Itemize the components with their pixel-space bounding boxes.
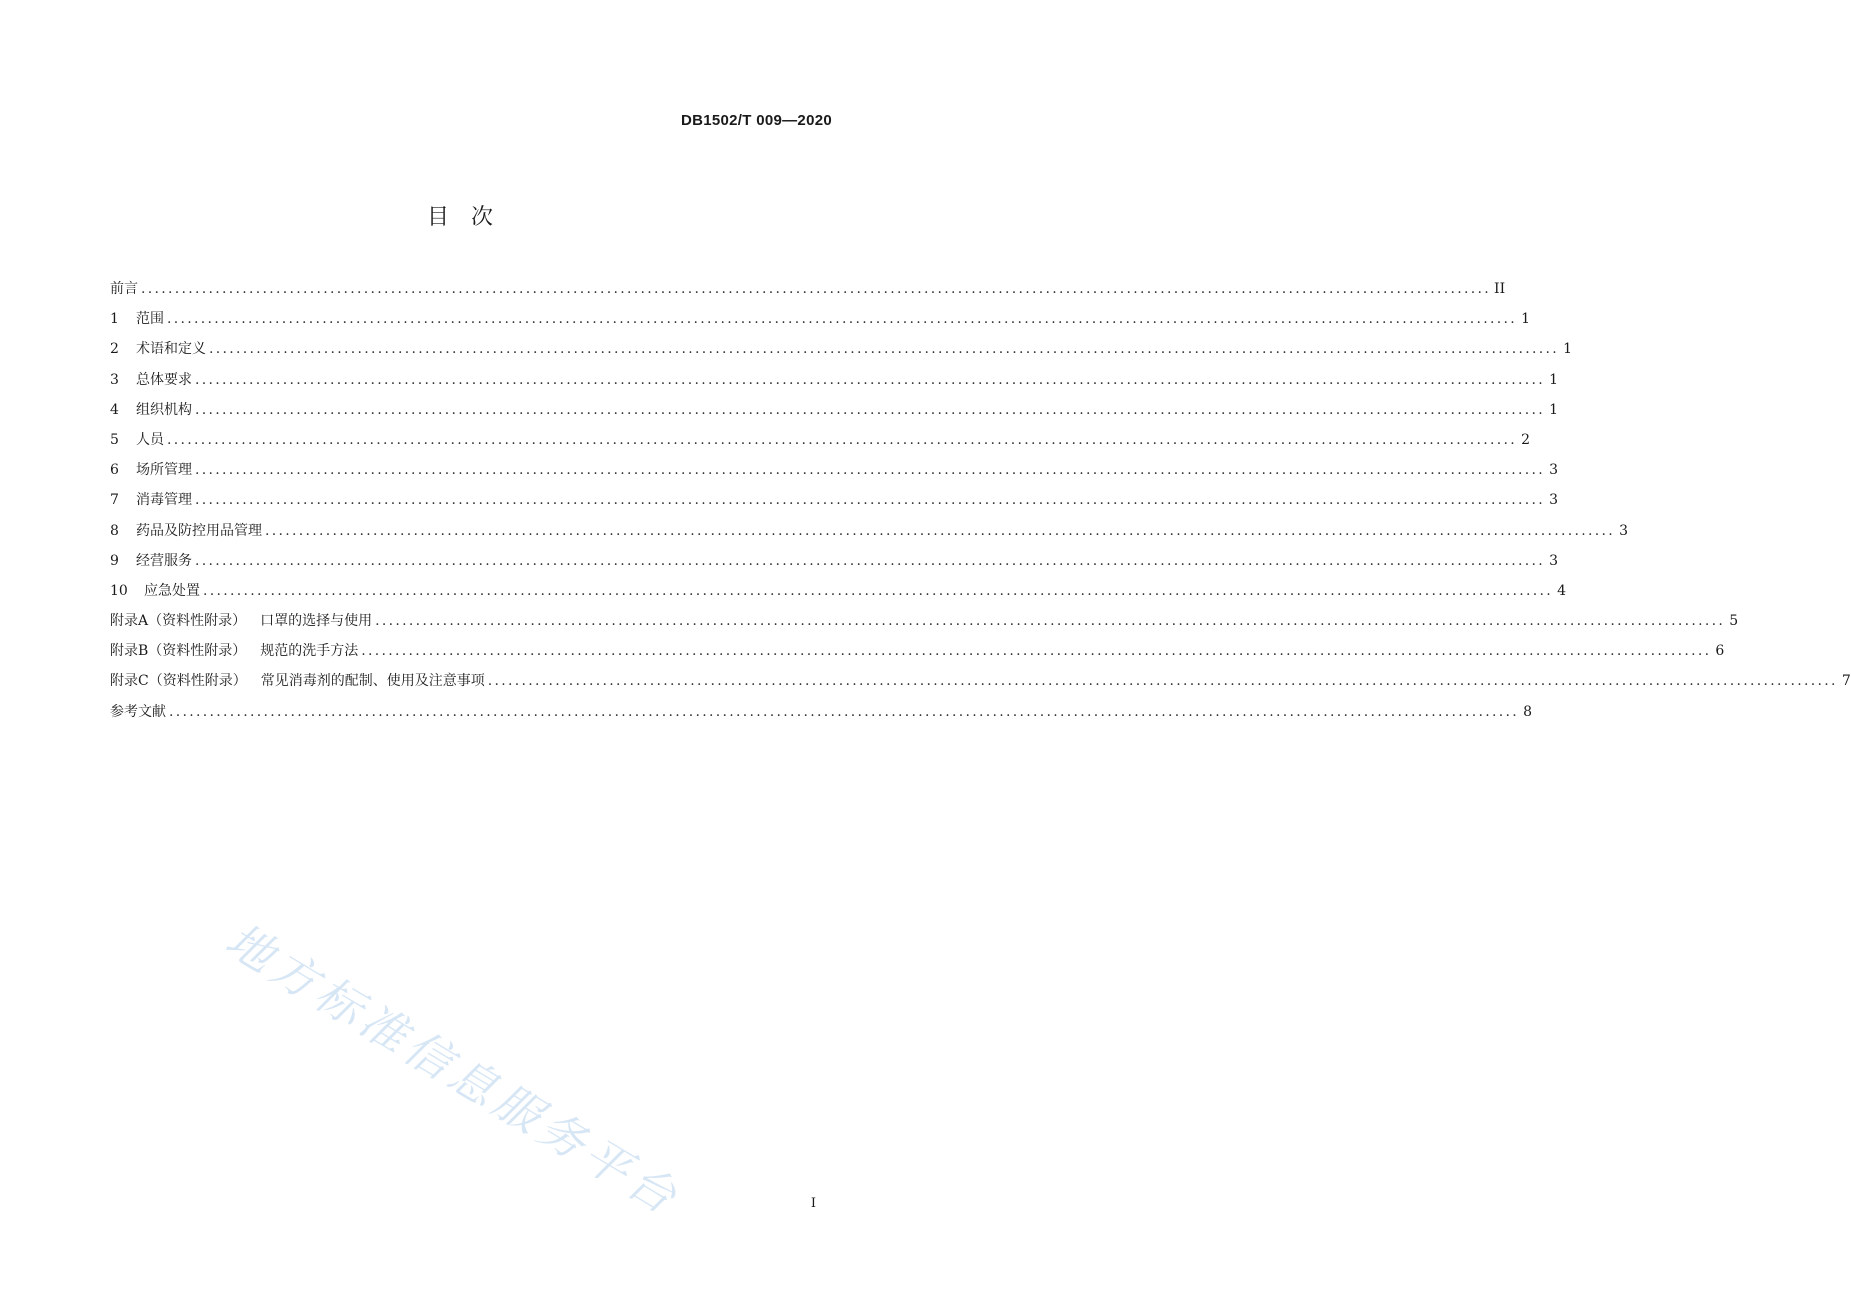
toc-entry-title: 人员 (136, 431, 164, 448)
toc-entry-personnel[interactable] (110, 429, 1531, 459)
toc-leader-dots: ........................................................................................................................................................................................................ (361, 643, 1712, 660)
toc-entry-emergency[interactable] (110, 580, 1567, 610)
table-of-contents (110, 278, 1851, 731)
toc-entry-number: 9 (110, 552, 119, 569)
toc-entry-appendix-b[interactable] (110, 640, 1725, 670)
toc-entry-page: 3 (1549, 462, 1559, 479)
toc-entry-title: 总体要求 (136, 371, 192, 388)
toc-leader-dots: ........................................................................................................................................................................................................ (141, 281, 1492, 297)
toc-leader-dots: ........................................................................................................................................................................................................ (195, 371, 1546, 388)
toc-entry-page: 3 (1619, 522, 1629, 539)
document-code: DB1502/T 009—2020 (680, 112, 832, 129)
toc-entry-page: 7 (1841, 673, 1851, 690)
toc-entry-page: 6 (1715, 643, 1725, 660)
toc-leader-dots: ........................................................................................................................................................................................................ (203, 582, 1554, 599)
toc-entry-title: 术语和定义 (136, 341, 206, 358)
toc-entry-page: 1 (1563, 341, 1573, 358)
toc-entry-references[interactable] (110, 701, 1533, 731)
toc-leader-dots: ........................................................................................................................................................................................................ (167, 311, 1518, 328)
toc-leader-dots: ........................................................................................................................................................................................................ (195, 492, 1546, 509)
toc-entry-title: 范围 (136, 311, 164, 328)
toc-entry-number: 6 (110, 462, 119, 479)
toc-entry-appendix-a[interactable] (110, 610, 1739, 640)
toc-leader-dots: ........................................................................................................................................................................................................ (375, 613, 1726, 630)
toc-entry-foreword[interactable] (110, 278, 1506, 308)
toc-entry-premises[interactable] (110, 459, 1559, 489)
toc-entry-title: 组织机构 (136, 401, 192, 418)
toc-entry-general-requirements[interactable] (110, 369, 1559, 399)
toc-entry-title: 常见消毒剂的配制、使用及注意事项 (260, 673, 485, 690)
toc-entry-page: 3 (1549, 492, 1559, 509)
toc-entry-title: 药品及防控用品管理 (136, 522, 262, 539)
toc-leader-dots: ........................................................................................................................................................................................................ (209, 341, 1560, 358)
toc-entry-title: 规范的洗手方法 (260, 643, 359, 660)
toc-entry-page: 8 (1523, 703, 1533, 720)
toc-entry-title: 口罩的选择与使用 (260, 613, 373, 630)
toc-entry-number: 附录A（资料性附录） (110, 613, 247, 630)
toc-entry-number: 附录B（资料性附录） (110, 643, 247, 660)
toc-entry-number: 1 (110, 311, 119, 328)
toc-entry-page: II (1494, 281, 1506, 297)
toc-entry-page: 1 (1549, 401, 1559, 418)
toc-entry-number: 3 (110, 371, 119, 388)
toc-entry-page: 4 (1557, 582, 1567, 599)
toc-leader-dots: ........................................................................................................................................................................................................ (169, 703, 1520, 720)
toc-entry-number: 10 (110, 582, 128, 599)
toc-entry-page: 3 (1549, 552, 1559, 569)
toc-entry-disinfection[interactable] (110, 489, 1559, 519)
toc-entry-number: 5 (110, 431, 119, 448)
toc-entry-title: 前言 (110, 281, 138, 297)
toc-leader-dots: ........................................................................................................................................................................................................ (195, 552, 1546, 569)
toc-entry-scope[interactable] (110, 308, 1531, 338)
toc-entry-page: 5 (1729, 613, 1739, 630)
watermark: 地方标准信息服务平台 (216, 912, 691, 1227)
toc-leader-dots: ........................................................................................................................................................................................................ (487, 673, 1838, 690)
toc-entry-page: 2 (1521, 431, 1531, 448)
toc-entry-organization[interactable] (110, 399, 1559, 429)
toc-entry-title: 应急处置 (144, 582, 200, 599)
page-title: 目 次 (426, 205, 493, 230)
toc-leader-dots: ........................................................................................................................................................................................................ (195, 462, 1546, 479)
toc-entry-number: 7 (110, 492, 119, 509)
page-number: I (810, 1196, 816, 1211)
toc-entry-title: 场所管理 (136, 462, 192, 479)
toc-leader-dots: ........................................................................................................................................................................................................ (265, 522, 1616, 539)
toc-entry-page: 1 (1549, 371, 1559, 388)
toc-entry-number: 2 (110, 341, 119, 358)
toc-entry-terms[interactable] (110, 338, 1573, 368)
toc-entry-title: 经营服务 (136, 552, 192, 569)
toc-entry-title: 参考文献 (110, 703, 166, 720)
toc-leader-dots: ........................................................................................................................................................................................................ (167, 431, 1518, 448)
toc-entry-service[interactable] (110, 550, 1559, 580)
toc-entry-number: 4 (110, 401, 119, 418)
toc-entry-title: 消毒管理 (136, 492, 192, 509)
toc-entry-medicine[interactable] (110, 520, 1629, 550)
toc-leader-dots: ........................................................................................................................................................................................................ (195, 401, 1546, 418)
toc-entry-number: 附录C（资料性附录） (110, 673, 247, 690)
toc-entry-page: 1 (1521, 311, 1531, 328)
toc-entry-appendix-c[interactable] (110, 670, 1851, 700)
toc-entry-number: 8 (110, 522, 119, 539)
